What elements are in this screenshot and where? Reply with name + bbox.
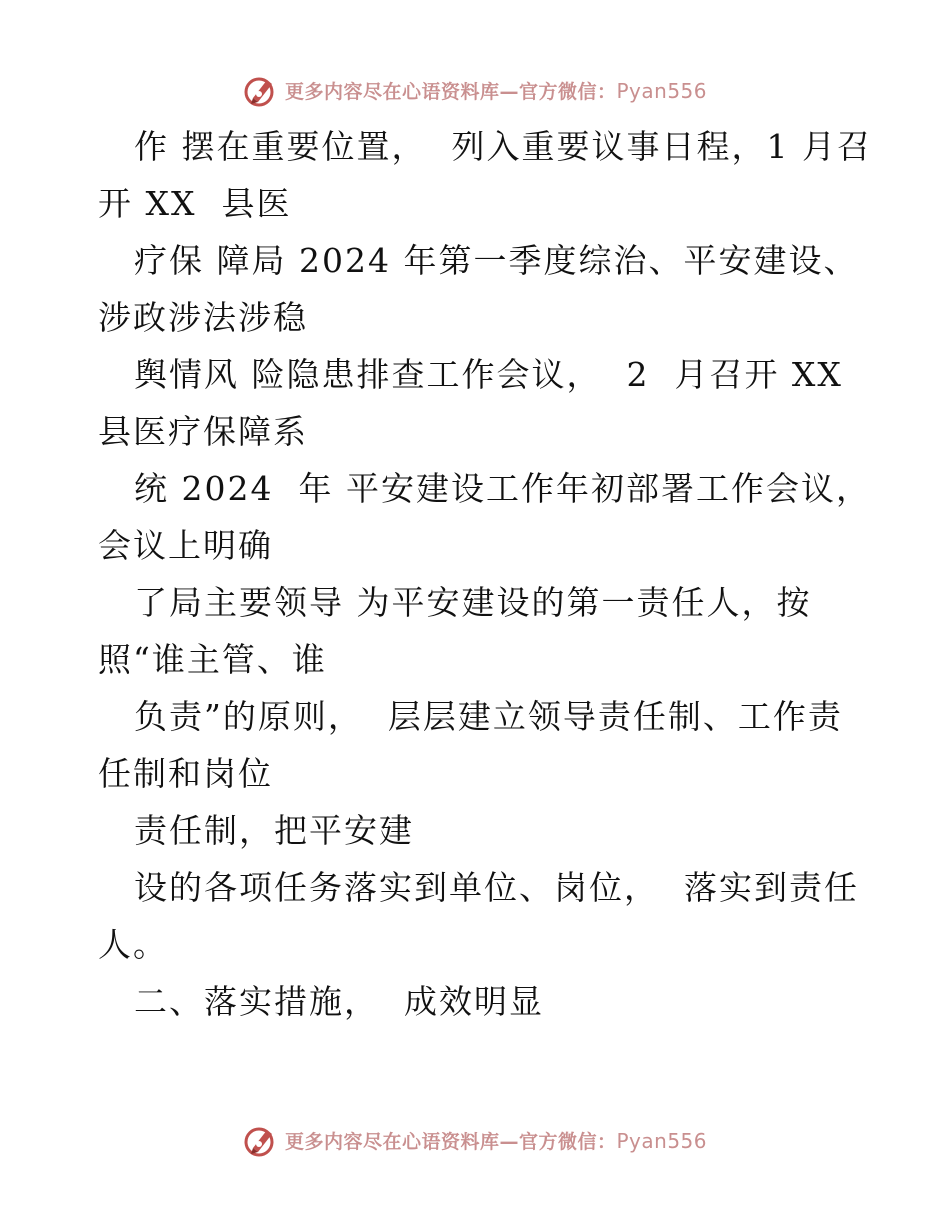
watermark-wechat-id: Pyan556 <box>616 1128 708 1153</box>
text-line: 任制和岗位 <box>98 754 273 793</box>
text-line: 人。 <box>98 925 168 964</box>
text-line: 作 摆在重要位置， 列入重要议事日程，1 月召 <box>134 127 872 166</box>
watermark-label: 更多内容尽在心语资料库—官方微信： <box>284 1130 617 1153</box>
watermark-wechat-id: Pyan556 <box>616 78 708 103</box>
footer-watermark <box>0 1120 950 1160</box>
pen-logo-icon <box>243 1122 279 1158</box>
body-text <box>98 118 872 1030</box>
section-heading: 二、落实措施， 成效明显 <box>134 982 544 1021</box>
header-watermark <box>0 70 950 110</box>
text-line: 了局主要领导 为平安建设的第一责任人，按 <box>134 583 812 622</box>
text-line: 责任制，把平安建 <box>134 811 414 850</box>
text-line: 开 XX 县医 <box>98 184 292 223</box>
text-line: 疗保 障局 2024 年第一季度综治、平安建设、 <box>134 241 859 280</box>
text-line: 舆情风 险隐患排查工作会议， 2 月召开 XX <box>134 355 843 394</box>
text-line: 县医疗保障系 <box>98 412 308 451</box>
text-line: 统 2024 年 平安建设工作年初部署工作会议， <box>134 469 871 508</box>
text-line: 照“谁主管、谁 <box>98 640 327 679</box>
text-line: 负责”的原则， 层层建立领导责任制、工作责 <box>134 697 843 736</box>
text-line: 会议上明确 <box>98 526 273 565</box>
watermark-label: 更多内容尽在心语资料库—官方微信： <box>284 80 617 103</box>
text-line: 设的各项任务落实到单位、岗位， 落实到责任 <box>134 868 859 907</box>
pen-logo-icon <box>243 72 279 108</box>
watermark-text <box>285 1127 707 1154</box>
watermark-text <box>285 77 707 104</box>
text-line: 涉政涉法涉稳 <box>98 298 308 337</box>
